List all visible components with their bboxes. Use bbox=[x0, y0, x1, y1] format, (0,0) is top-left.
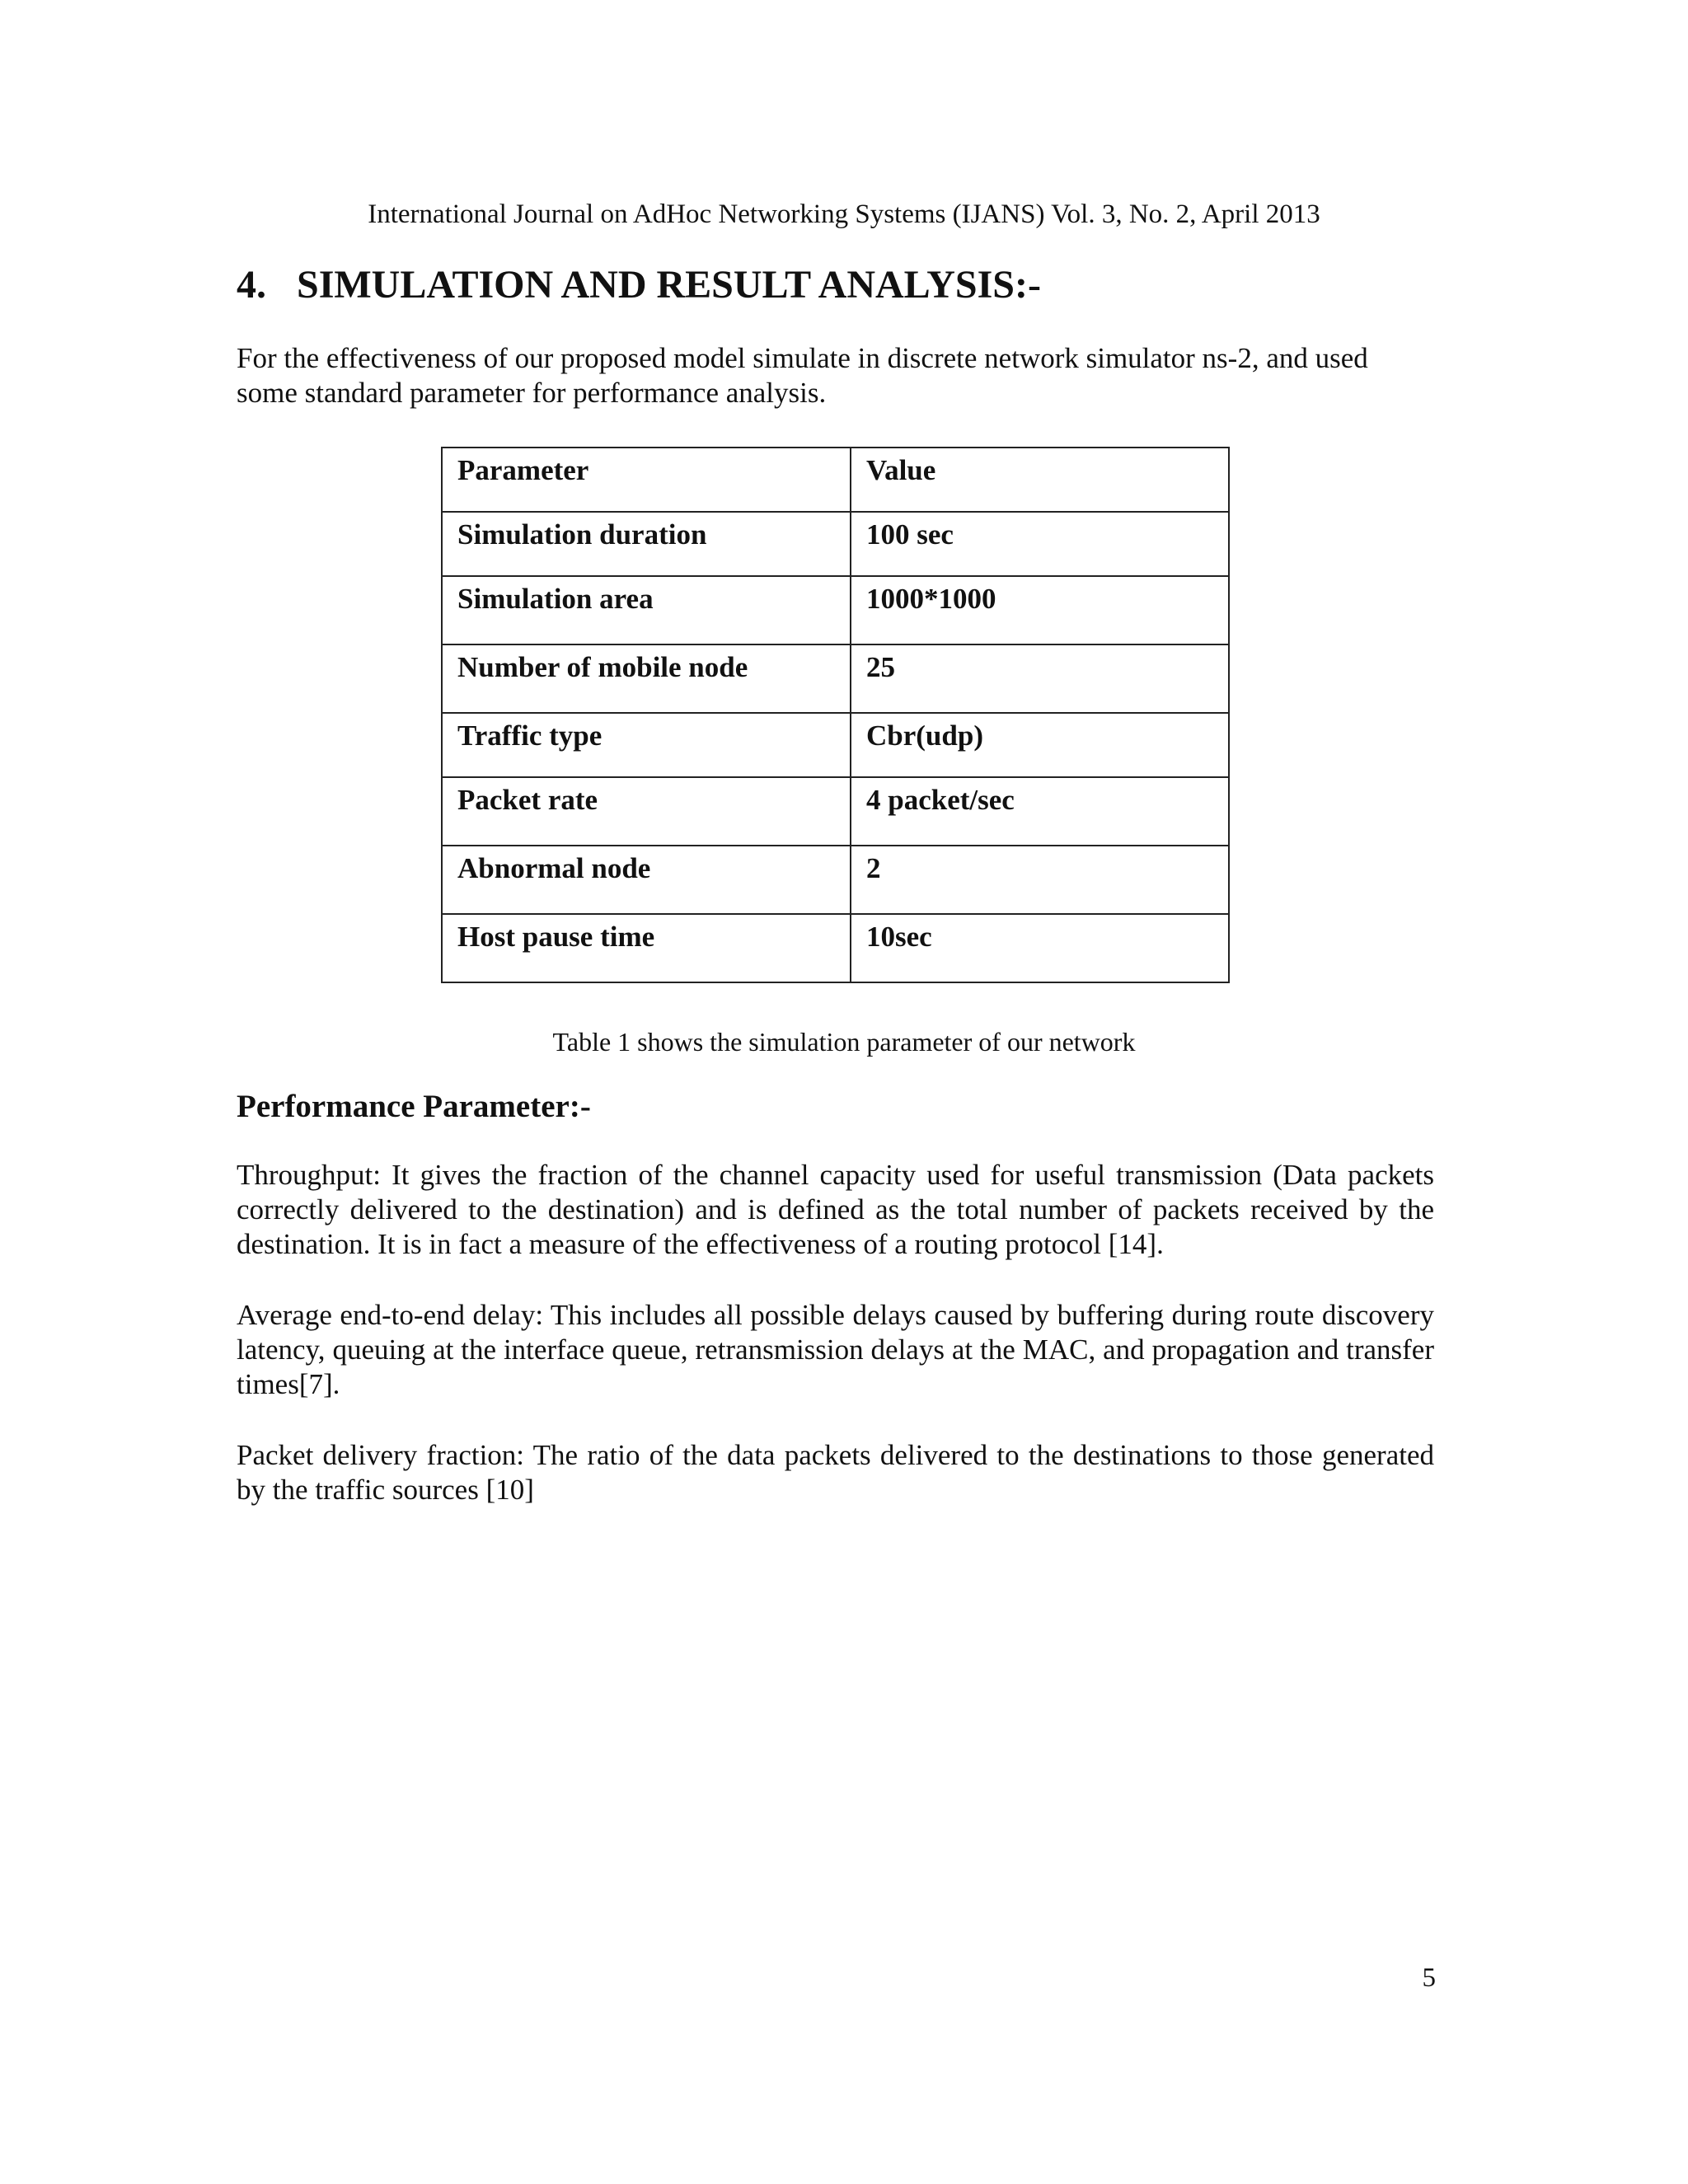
table-cell-value: 2 bbox=[851, 846, 1229, 914]
section-heading bbox=[237, 260, 1041, 310]
table-cell-parameter: Abnormal node bbox=[442, 846, 851, 914]
table-cell-parameter: Traffic type bbox=[442, 713, 851, 777]
running-header: International Journal on AdHoc Networking Systems (IJANS) Vol. 3, No. 2, April 2013 bbox=[368, 199, 1320, 229]
simulation-parameter-table bbox=[441, 447, 1230, 983]
table-cell-parameter: Host pause time bbox=[442, 914, 851, 982]
table-cell-value: 100 sec bbox=[851, 512, 1229, 576]
section-number: 4. bbox=[237, 263, 266, 307]
table-row bbox=[442, 846, 1229, 914]
table-caption: Table 1 shows the simulation parameter of our network bbox=[552, 1027, 1136, 1057]
table-cell-parameter: Simulation area bbox=[442, 576, 851, 644]
delay-paragraph: Average end-to-end delay: This includes all possible delays caused by buffering during route discovery latency, queuing at the interface queue, retransmission delays at the MAC, and propagation and transfer times[7]. bbox=[237, 1299, 1434, 1400]
throughput-paragraph: Throughput: It gives the fraction of the channel capacity used for useful transmission (Data packets correctly delivered to the destination) and is defined as the total number of packets received by the destination. It is in fact a measure of the effectiveness of a routing protocol [14]. bbox=[237, 1159, 1434, 1260]
table-header-cell: Parameter bbox=[442, 448, 851, 512]
table-cell-value: 1000*1000 bbox=[851, 576, 1229, 644]
table-row bbox=[442, 644, 1229, 713]
table-cell-value: Cbr(udp) bbox=[851, 713, 1229, 777]
table-row bbox=[442, 512, 1229, 576]
table-row bbox=[442, 576, 1229, 644]
table-cell-value: 10sec bbox=[851, 914, 1229, 982]
table-cell-parameter: Number of mobile node bbox=[442, 644, 851, 713]
table-row bbox=[442, 777, 1229, 846]
table-cell-parameter: Simulation duration bbox=[442, 512, 851, 576]
table-header-row bbox=[442, 448, 1229, 512]
table-row bbox=[442, 713, 1229, 777]
page-number: 5 bbox=[1422, 1963, 1436, 1993]
intro-paragraph: For the effectiveness of our proposed model simulate in discrete network simulator ns-2, and used some standard parameter for performance analysis. bbox=[237, 342, 1368, 409]
performance-heading: Performance Parameter:- bbox=[237, 1089, 591, 1124]
table-cell-value: 4 packet/sec bbox=[851, 777, 1229, 846]
table-row bbox=[442, 914, 1229, 982]
table-header-cell: Value bbox=[851, 448, 1229, 512]
table-cell-parameter: Packet rate bbox=[442, 777, 851, 846]
table-cell-value: 25 bbox=[851, 644, 1229, 713]
delivery-fraction-paragraph: Packet delivery fraction: The ratio of the data packets delivered to the destinations to those generated by the traffic sources [10] bbox=[237, 1439, 1434, 1506]
section-title: SIMULATION AND RESULT ANALYSIS:- bbox=[297, 263, 1041, 307]
